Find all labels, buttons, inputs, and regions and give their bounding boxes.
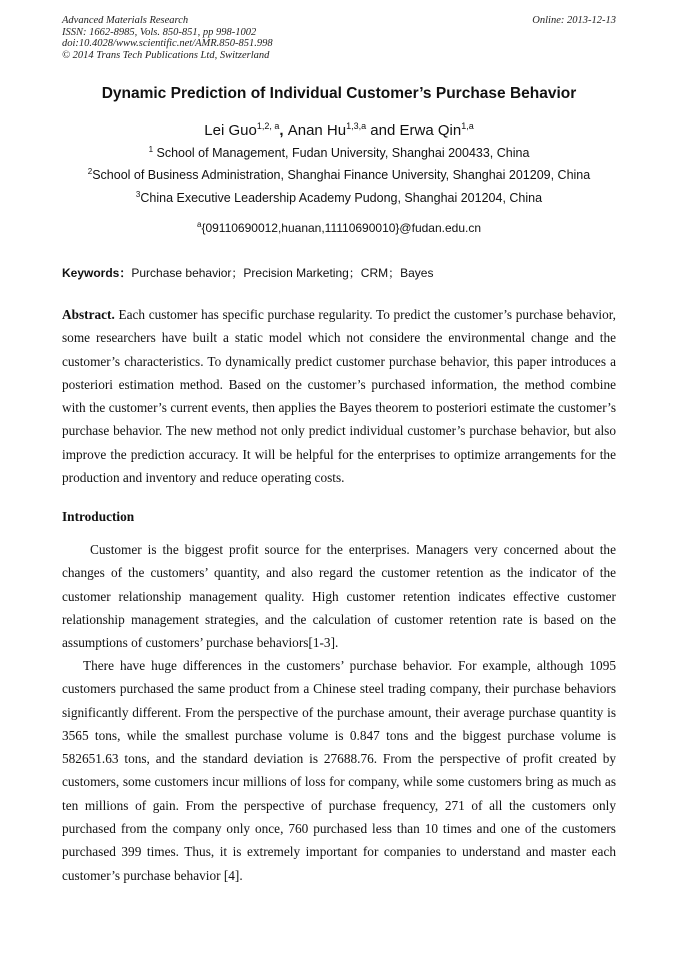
affiliation xyxy=(0,168,678,182)
affiliation-marker: 3 xyxy=(135,190,141,199)
paper-title: Dynamic Prediction of Individual Customer’s Purchase Behavior xyxy=(101,85,577,102)
affiliation-text: China Executive Leadership Academy Pudong, Shanghai 201204, China xyxy=(140,191,543,205)
author-affiliation-marker: 1,a xyxy=(461,121,474,131)
abstract-label: Abstract. xyxy=(62,307,115,322)
abstract-text: Each customer has specific purchase regularity. To predict the customer’s purchase behavior, some researchers have built a static model which not considere the environmental change and the customer’s characteristics. To dynamically predict customer purchase behavior, this paper introduces a posteriori estimation method. Based on the customer’s purchased information, the method combine with the customer’s current events, then applies the Bayes theorem to posteriori estimate the customer’s purchase behavior. The new method not only predict individual customer’s purchase behavior, but also improve the prediction accuracy. It will be helpful for the enterprises to optimize arrangements for the production and inventory and reduce operating costs. xyxy=(62,307,616,486)
author-email xyxy=(0,221,678,235)
author-separator: and xyxy=(366,122,400,139)
email-text: {09110690012,huanan,11110690010}@fudan.edu.cn xyxy=(201,221,481,235)
author-affiliation-marker: 1,3,a xyxy=(346,121,367,131)
body-paragraph: There have huge differences in the customers’ purchase behavior. For example, although 1095 customers purchased the same product from a Chinese steel trading company, their purchase behaviors significantly different. From the perspective of the purchase amount, their average purchase quantity is 3565 tons, while the smallest purchase volume is 0.847 tons and the biggest purchase volume is 582651.63 tons, and the standard deviation is 27688.76. From the perspective of profit created by customers, some customers incur millions of loss for company, while some customers bring as much as ten millions of gain. From the perspective of purchase frequency, 271 of all the customers only purchased from the company only once, 760 purchased less than 10 times and one of the customers purchased 399 times. Thus, it is extremely important for companies to understand and master each customer’s purchase behavior [4]. xyxy=(62,658,616,883)
journal-header xyxy=(62,15,616,61)
author-name: Anan Hu xyxy=(287,122,347,139)
body-paragraph: Customer is the biggest profit source for the enterprises. Managers very concerned about the changes of the customers’ quantity, and also regard the customer retention as the indicator of the customer relationship management quality. High customer retention indicates effective customer relationship management strategies, and the calculation of customer retention rate is based on the assumptions of customers’ purchase behaviors[1-3]. xyxy=(62,542,616,651)
affiliation xyxy=(0,146,678,160)
journal-name: Advanced Materials Research xyxy=(62,15,189,26)
copyright-line: © 2014 Trans Tech Publications Ltd, Switzerland xyxy=(62,49,270,61)
issn-line: ISSN: 1662-8985, Vols. 850-851, pp 998-1002 xyxy=(62,26,257,38)
author-name: Erwa Qin xyxy=(399,122,462,139)
email-marker: a xyxy=(196,220,202,229)
affiliation-text: School of Management, Fudan University, Shanghai 200433, China xyxy=(153,146,530,160)
author-list xyxy=(0,122,678,139)
affiliation-marker: 2 xyxy=(87,167,93,176)
keywords-text: Purchase behavior；Precision Marketing；CRM；Bayes xyxy=(131,266,434,280)
keywords-label: Keywords： xyxy=(62,266,132,280)
abstract xyxy=(62,303,616,489)
affiliation-marker: 1 xyxy=(148,145,154,154)
online-date: Online: 2013-12-13 xyxy=(532,15,616,26)
affiliation-text: School of Business Administration, Shanghai Finance University, Shanghai 201209, China xyxy=(92,168,591,182)
author-affiliation-marker: 1,2, a xyxy=(256,121,280,131)
keywords xyxy=(62,264,616,281)
doi-line: doi:10.4028/www.scientific.net/AMR.850-851.998 xyxy=(62,38,273,49)
affiliation xyxy=(0,191,678,205)
author-name: Lei Guo xyxy=(204,122,257,139)
section-heading: Introduction xyxy=(62,509,135,524)
author-separator: , xyxy=(279,122,288,139)
